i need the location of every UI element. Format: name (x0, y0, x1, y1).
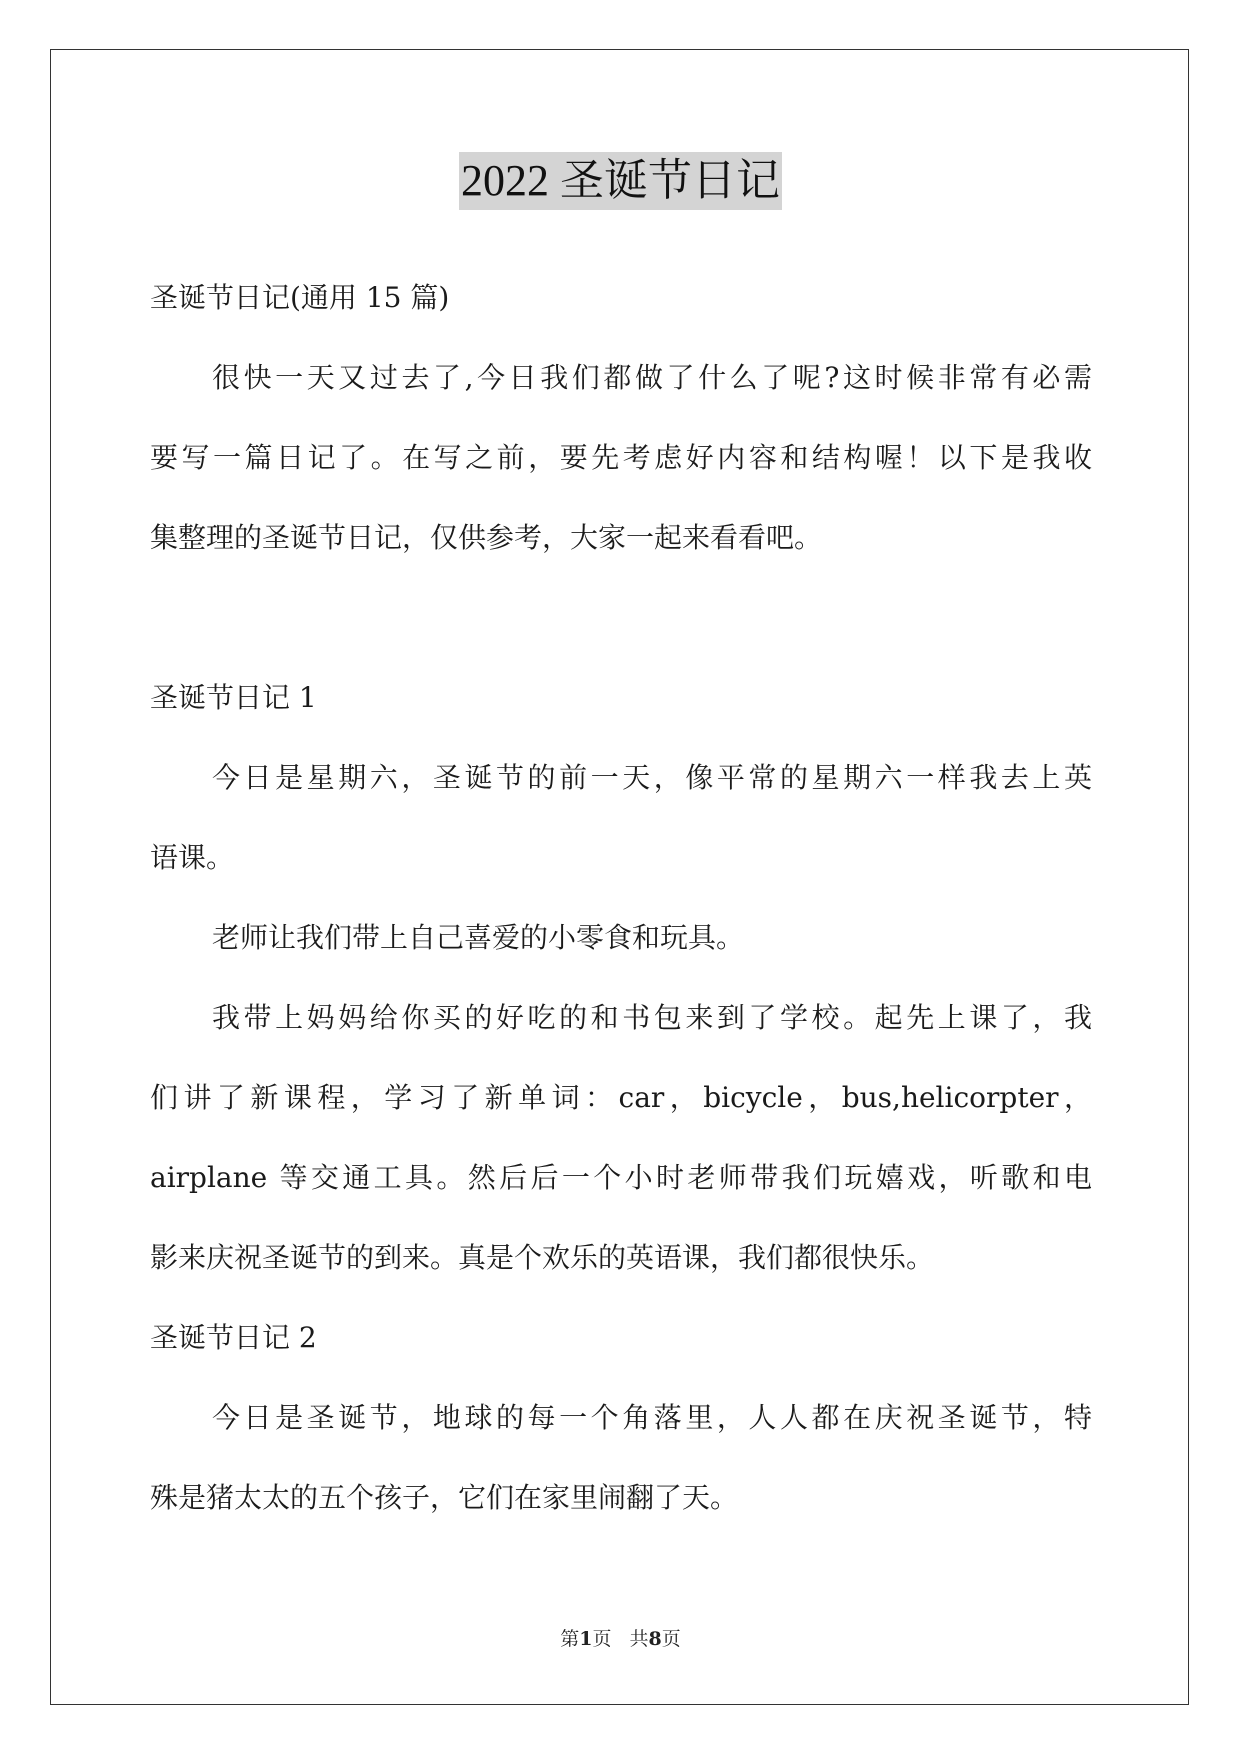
text-line-15: 殊是猪太太的五个孩子，它们在家里闹翻了天。 (150, 1481, 739, 1514)
text-line-1: 圣诞节日记(通用 15 篇) (150, 281, 450, 314)
section-heading-1: 圣诞节日记 1 (150, 681, 317, 714)
total-suffix: 页 (661, 1628, 681, 1650)
page-suffix: 页 (592, 1628, 612, 1650)
section-heading-2: 圣诞节日记 2 (150, 1321, 317, 1354)
title-container (0, 152, 1241, 210)
text-line-11: airplane 等交通工具。然后后一个小时老师带我们玩嬉戏，听歌和电 (150, 1161, 1092, 1194)
text-line-8: 老师让我们带上自己喜爱的小零食和玩具。 (212, 921, 745, 954)
text-line-12: 影来庆祝圣诞节的到来。真是个欢乐的英语课，我们都很快乐。 (150, 1241, 935, 1274)
text-line-10: 们讲了新课程，学习了新单词：car，bicycle，bus,helicorpter， (150, 1081, 1092, 1114)
text-line-7: 语课。 (150, 841, 235, 874)
page-footer (0, 1624, 1241, 1651)
document-body (150, 258, 1092, 1538)
blank-line (150, 578, 1092, 658)
page-number: 1 (579, 1628, 593, 1650)
text-line-3: 要写一篇日记了。在写之前，要先考虑好内容和结构喔！以下是我收 (150, 441, 1092, 474)
document-title: 2022 圣诞节日记 (459, 152, 782, 210)
total-pages: 8 (648, 1628, 662, 1650)
text-line-2: 很快一天又过去了,今日我们都做了什么了呢?这时候非常有必需 (212, 361, 1092, 394)
text-line-9: 我带上妈妈给你买的好吃的和书包来到了学校。起先上课了，我 (212, 1001, 1092, 1034)
page-prefix: 第 (560, 1628, 580, 1650)
text-line-4: 集整理的圣诞节日记，仅供参考，大家一起来看看吧。 (150, 521, 823, 554)
total-prefix: 共 (629, 1628, 649, 1650)
text-line-6: 今日是星期六，圣诞节的前一天，像平常的星期六一样我去上英 (212, 761, 1092, 794)
text-line-14: 今日是圣诞节，地球的每一个角落里，人人都在庆祝圣诞节，特 (212, 1401, 1092, 1434)
